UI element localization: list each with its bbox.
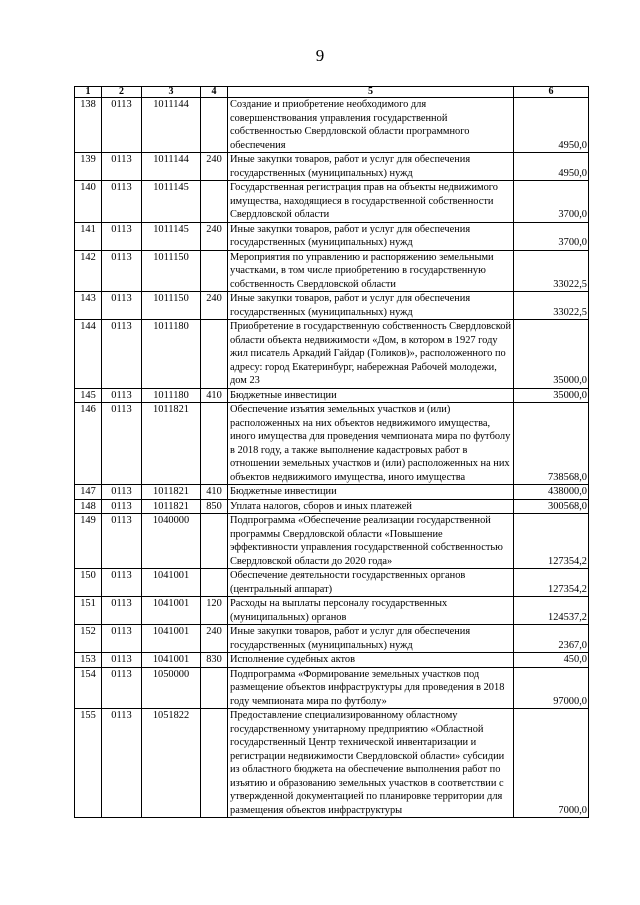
amount-cell: 124537,2 <box>514 597 589 625</box>
header-col-4: 4 <box>201 87 228 98</box>
target-code-cell: 1041001 <box>142 569 201 597</box>
expense-type-cell: 410 <box>201 485 228 500</box>
section-code-cell: 0113 <box>102 625 142 653</box>
amount-cell: 2367,0 <box>514 625 589 653</box>
description-cell: Приобретение в государственную собственность Свердловской области объекта недвижимости «Дом, в котором в 1927 году жил писатель Аркадий Гайдар (Голиков)», расположенного по адресу: город Екатеринбург, набережная Рабочей молодежи, дом 23 <box>228 320 514 389</box>
expense-type-cell <box>201 181 228 223</box>
target-code-cell: 1051822 <box>142 709 201 818</box>
description-cell: Иные закупки товаров, работ и услуг для обеспечения государственных (муниципальных) нужд <box>228 292 514 320</box>
amount-cell: 7000,0 <box>514 709 589 818</box>
header-row <box>75 87 589 98</box>
amount-cell: 4950,0 <box>514 153 589 181</box>
expense-type-cell: 240 <box>201 625 228 653</box>
description-cell: Предоставление специализированному областному государственному унитарному предприятию «Областной государственный Центр технической инвентаризации и регистрации недвижимости Свердловской области» субсидии из областного бюджета на обеспечение выполнения работ по изъятию и образованию земельных участков в соответствии с утвержденной документацией по планировке территории для размещения объектов инфраструктуры <box>228 709 514 818</box>
amount-cell: 127354,2 <box>514 569 589 597</box>
expense-type-cell <box>201 569 228 597</box>
row-number-cell: 141 <box>75 222 102 250</box>
section-code-cell: 0113 <box>102 485 142 500</box>
section-code-cell: 0113 <box>102 403 142 485</box>
target-code-cell: 1040000 <box>142 514 201 569</box>
target-code-cell: 1011145 <box>142 181 201 223</box>
expense-type-cell: 240 <box>201 153 228 181</box>
amount-cell: 300568,0 <box>514 499 589 514</box>
section-code-cell: 0113 <box>102 181 142 223</box>
row-number-cell: 140 <box>75 181 102 223</box>
table-row <box>75 292 589 320</box>
expense-type-cell: 240 <box>201 222 228 250</box>
row-number-cell: 147 <box>75 485 102 500</box>
section-code-cell: 0113 <box>102 250 142 292</box>
row-number-cell: 144 <box>75 320 102 389</box>
table-row <box>75 403 589 485</box>
table-row <box>75 181 589 223</box>
header-col-2: 2 <box>102 87 142 98</box>
description-cell: Расходы на выплаты персоналу государственных (муниципальных) органов <box>228 597 514 625</box>
description-cell: Уплата налогов, сборов и иных платежей <box>228 499 514 514</box>
target-code-cell: 1050000 <box>142 667 201 709</box>
amount-cell: 450,0 <box>514 653 589 668</box>
target-code-cell: 1011180 <box>142 388 201 403</box>
header-col-5: 5 <box>228 87 514 98</box>
table-row <box>75 499 589 514</box>
row-number-cell: 149 <box>75 514 102 569</box>
row-number-cell: 143 <box>75 292 102 320</box>
description-cell: Исполнение судебных актов <box>228 653 514 668</box>
section-code-cell: 0113 <box>102 98 142 153</box>
target-code-cell: 1011180 <box>142 320 201 389</box>
table-row <box>75 569 589 597</box>
table-row <box>75 388 589 403</box>
table-row <box>75 514 589 569</box>
target-code-cell: 1011150 <box>142 292 201 320</box>
header-col-1: 1 <box>75 87 102 98</box>
expense-type-cell <box>201 250 228 292</box>
description-cell: Создание и приобретение необходимого для совершенствования управления государственной собственностью Свердловской области программного обеспечения <box>228 98 514 153</box>
row-number-cell: 155 <box>75 709 102 818</box>
section-code-cell: 0113 <box>102 222 142 250</box>
target-code-cell: 1041001 <box>142 625 201 653</box>
row-number-cell: 150 <box>75 569 102 597</box>
amount-cell: 738568,0 <box>514 403 589 485</box>
header-col-3: 3 <box>142 87 201 98</box>
description-cell: Мероприятия по управлению и распоряжению земельными участками, в том числе приобретению в государственную собственность Свердловской области <box>228 250 514 292</box>
amount-cell: 127354,2 <box>514 514 589 569</box>
section-code-cell: 0113 <box>102 499 142 514</box>
row-number-cell: 146 <box>75 403 102 485</box>
section-code-cell: 0113 <box>102 597 142 625</box>
amount-cell: 3700,0 <box>514 222 589 250</box>
expense-type-cell <box>201 709 228 818</box>
expense-type-cell: 120 <box>201 597 228 625</box>
target-code-cell: 1011144 <box>142 98 201 153</box>
row-number-cell: 153 <box>75 653 102 668</box>
amount-cell: 438000,0 <box>514 485 589 500</box>
table-row <box>75 320 589 389</box>
expense-type-cell <box>201 514 228 569</box>
section-code-cell: 0113 <box>102 292 142 320</box>
description-cell: Иные закупки товаров, работ и услуг для обеспечения государственных (муниципальных) нужд <box>228 222 514 250</box>
amount-cell: 35000,0 <box>514 388 589 403</box>
row-number-cell: 142 <box>75 250 102 292</box>
table-row <box>75 153 589 181</box>
amount-cell: 35000,0 <box>514 320 589 389</box>
target-code-cell: 1011150 <box>142 250 201 292</box>
section-code-cell: 0113 <box>102 667 142 709</box>
row-number-cell: 151 <box>75 597 102 625</box>
expense-type-cell: 830 <box>201 653 228 668</box>
target-code-cell: 1011821 <box>142 403 201 485</box>
row-number-cell: 139 <box>75 153 102 181</box>
section-code-cell: 0113 <box>102 153 142 181</box>
expense-type-cell: 850 <box>201 499 228 514</box>
table-row <box>75 98 589 153</box>
target-code-cell: 1011145 <box>142 222 201 250</box>
table-row <box>75 625 589 653</box>
row-number-cell: 145 <box>75 388 102 403</box>
section-code-cell: 0113 <box>102 569 142 597</box>
table-row <box>75 597 589 625</box>
page-number: 9 <box>315 46 325 65</box>
expense-type-cell: 240 <box>201 292 228 320</box>
target-code-cell: 1041001 <box>142 653 201 668</box>
expense-type-cell <box>201 98 228 153</box>
target-code-cell: 1011821 <box>142 485 201 500</box>
expense-type-cell <box>201 667 228 709</box>
section-code-cell: 0113 <box>102 320 142 389</box>
table-row <box>75 653 589 668</box>
amount-cell: 33022,5 <box>514 292 589 320</box>
description-cell: Иные закупки товаров, работ и услуг для обеспечения государственных (муниципальных) нужд <box>228 625 514 653</box>
table-row <box>75 709 589 818</box>
description-cell: Подпрограмма «Обеспечение реализации государственной программы Свердловской области «Повышение эффективности управления государственной собственностью Свердловской области до 2020 года» <box>228 514 514 569</box>
target-code-cell: 1011144 <box>142 153 201 181</box>
header-col-6: 6 <box>514 87 589 98</box>
description-cell: Государственная регистрация прав на объекты недвижимого имущества, находящиеся в государственной собственности Свердловской области <box>228 181 514 223</box>
target-code-cell: 1011821 <box>142 499 201 514</box>
row-number-cell: 154 <box>75 667 102 709</box>
row-number-cell: 148 <box>75 499 102 514</box>
description-cell: Бюджетные инвестиции <box>228 388 514 403</box>
table-row <box>75 222 589 250</box>
section-code-cell: 0113 <box>102 514 142 569</box>
table-row <box>75 250 589 292</box>
target-code-cell: 1041001 <box>142 597 201 625</box>
expense-type-cell <box>201 320 228 389</box>
amount-cell: 4950,0 <box>514 98 589 153</box>
table-row <box>75 485 589 500</box>
description-cell: Иные закупки товаров, работ и услуг для обеспечения государственных (муниципальных) нужд <box>228 153 514 181</box>
row-number-cell: 138 <box>75 98 102 153</box>
amount-cell: 33022,5 <box>514 250 589 292</box>
section-code-cell: 0113 <box>102 388 142 403</box>
description-cell: Подпрограмма «Формирование земельных участков под размещение объектов инфраструктуры для проведения в 2018 году чемпионата мира по футболу» <box>228 667 514 709</box>
expense-type-cell <box>201 403 228 485</box>
amount-cell: 97000,0 <box>514 667 589 709</box>
description-cell: Обеспечение деятельности государственных органов (центральный аппарат) <box>228 569 514 597</box>
row-number-cell: 152 <box>75 625 102 653</box>
table-row <box>75 667 589 709</box>
section-code-cell: 0113 <box>102 653 142 668</box>
description-cell: Бюджетные инвестиции <box>228 485 514 500</box>
amount-cell: 3700,0 <box>514 181 589 223</box>
description-cell: Обеспечение изъятия земельных участков и (или) расположенных на них объектов недвижимого имущества, иного имущества для проведения чемпионата мира по футболу в 2018 году, а также выполнение кадастровых работ в отношении земельных участков и (или) расположенных на них объектов недвижимого имущества, иного имущества <box>228 403 514 485</box>
section-code-cell: 0113 <box>102 709 142 818</box>
expense-type-cell: 410 <box>201 388 228 403</box>
budget-table <box>74 86 589 818</box>
